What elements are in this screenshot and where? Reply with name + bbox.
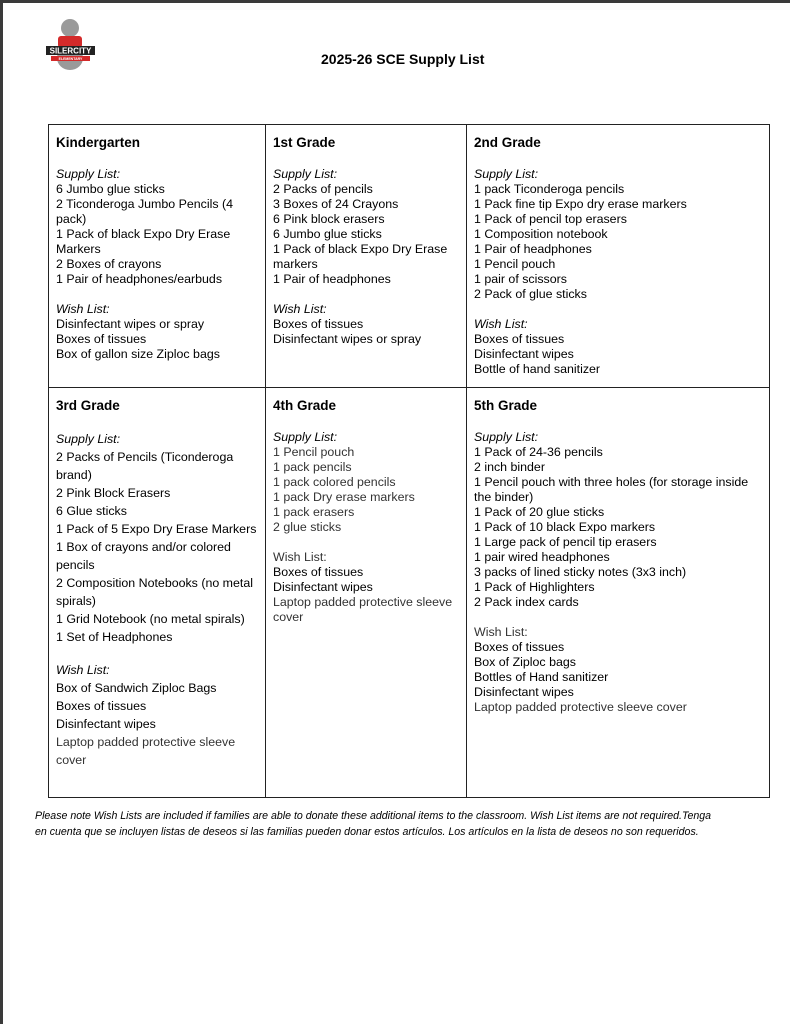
wish-list-label: Wish List: bbox=[56, 302, 110, 316]
supply-item: 2 Pack of glue sticks bbox=[474, 287, 587, 301]
wish-item: Boxes of tissues bbox=[474, 640, 565, 654]
supply-item: 1 Pair of headphones/earbuds bbox=[56, 272, 223, 286]
supply-item: 1 Large pack of pencil tip erasers bbox=[474, 535, 657, 549]
supply-item: 2 glue sticks bbox=[273, 520, 342, 534]
supply-item: 3 Boxes of 24 Crayons bbox=[273, 197, 399, 211]
supply-item: 2 Pack index cards bbox=[474, 595, 579, 609]
grade-title: 5th Grade bbox=[474, 398, 538, 413]
supply-item: 1 pair wired headphones bbox=[474, 550, 610, 564]
svg-text:SILERCITY: SILERCITY bbox=[49, 46, 92, 56]
supply-item: 1 Pack of black Expo Dry Erase markers bbox=[273, 242, 448, 271]
supply-item: 1 Pack of 10 black Expo markers bbox=[474, 520, 656, 534]
supply-item: 2 Packs of Pencils (Ticonderoga brand) bbox=[56, 450, 234, 482]
wish-item: Laptop padded protective sleeve cover bbox=[273, 595, 453, 624]
wish-item: Box of Sandwich Ziploc Bags bbox=[56, 681, 217, 695]
svg-text:ELEMENTARY: ELEMENTARY bbox=[58, 57, 83, 61]
wish-list-label: Wish List: bbox=[56, 663, 110, 677]
supply-list-label: Supply List: bbox=[56, 432, 121, 446]
supply-item: 2 Boxes of crayons bbox=[56, 257, 162, 271]
supply-table bbox=[48, 124, 770, 798]
grade-title: Kindergarten bbox=[56, 135, 141, 150]
supply-list-label: Supply List: bbox=[273, 430, 338, 444]
supply-item: 6 Jumbo glue sticks bbox=[273, 227, 382, 241]
supply-item: 6 Pink block erasers bbox=[273, 212, 385, 226]
wish-item: Laptop padded protective sleeve cover bbox=[474, 700, 687, 714]
grade-title: 2nd Grade bbox=[474, 135, 541, 150]
page-title: 2025-26 SCE Supply List bbox=[321, 51, 485, 67]
supply-item: 1 Box of crayons and/or colored pencils bbox=[56, 540, 231, 572]
wish-item: Disinfectant wipes bbox=[474, 347, 574, 361]
supply-list-label: Supply List: bbox=[56, 167, 121, 181]
wish-item: Boxes of tissues bbox=[56, 699, 147, 713]
wish-list-label: Wish List: bbox=[474, 625, 528, 639]
grade-title: 1st Grade bbox=[273, 135, 336, 150]
wish-item: Boxes of tissues bbox=[273, 565, 364, 579]
wish-item: Disinfectant wipes bbox=[273, 580, 373, 594]
grade-title: 3rd Grade bbox=[56, 398, 120, 413]
supply-item: 2 Pink Block Erasers bbox=[56, 486, 171, 500]
grade-title: 4th Grade bbox=[273, 398, 337, 413]
supply-item: 1 Pack of 20 glue sticks bbox=[474, 505, 605, 519]
supply-item: 1 Pack of 24-36 pencils bbox=[474, 445, 603, 459]
wish-list-label: Wish List: bbox=[273, 302, 327, 316]
supply-list-label: Supply List: bbox=[273, 167, 338, 181]
grade-cell bbox=[467, 388, 770, 798]
supply-item: 1 Pencil pouch with three holes (for storage inside the binder) bbox=[474, 475, 749, 504]
wish-item: Boxes of tissues bbox=[474, 332, 565, 346]
supply-item: 1 pair of scissors bbox=[474, 272, 567, 286]
supply-item: 1 Pack of Highlighters bbox=[474, 580, 595, 594]
supply-item: 1 Pack of black Expo Dry Erase Markers bbox=[56, 227, 231, 256]
wish-item: Bottles of Hand sanitizer bbox=[474, 670, 609, 684]
grade-cell bbox=[467, 125, 770, 388]
supply-item: 1 Pencil pouch bbox=[273, 445, 355, 459]
supply-item: 1 pack colored pencils bbox=[273, 475, 396, 489]
grade-cell bbox=[266, 388, 467, 798]
school-logo bbox=[43, 16, 98, 72]
supply-item: 1 Composition notebook bbox=[474, 227, 608, 241]
wish-item: Disinfectant wipes bbox=[56, 717, 156, 731]
wish-item: Box of gallon size Ziploc bags bbox=[56, 347, 220, 361]
supply-item: 1 Pair of headphones bbox=[273, 272, 391, 286]
supply-item: 1 Pack fine tip Expo dry erase markers bbox=[474, 197, 687, 211]
wish-item: Disinfectant wipes or spray bbox=[273, 332, 422, 346]
supply-item: 3 packs of lined sticky notes (3x3 inch) bbox=[474, 565, 687, 579]
supply-item: 2 Packs of pencils bbox=[273, 182, 373, 196]
grade-cell bbox=[266, 125, 467, 388]
supply-item: 1 Pair of headphones bbox=[474, 242, 592, 256]
wish-item: Laptop padded protective sleeve cover bbox=[56, 735, 236, 767]
wish-item: Disinfectant wipes or spray bbox=[56, 317, 205, 331]
supply-item: 1 Grid Notebook (no metal spirals) bbox=[56, 612, 245, 626]
supply-item: 6 Glue sticks bbox=[56, 504, 127, 518]
grade-cell bbox=[49, 125, 266, 388]
wish-item: Boxes of tissues bbox=[273, 317, 364, 331]
grade-cell bbox=[49, 388, 266, 798]
supply-item: 1 Pack of 5 Expo Dry Erase Markers bbox=[56, 522, 257, 536]
supply-item: 1 pack pencils bbox=[273, 460, 352, 474]
wish-item: Box of Ziploc bags bbox=[474, 655, 576, 669]
supply-item: 1 pack erasers bbox=[273, 505, 355, 519]
footer-note: Please note Wish Lists are included if families are able to donate these additional items to the classroom. Wish List items are not required.Tenga en cuenta que se incluyen listas de deseos si las familias pueden donar estos artículos. Los artículos en la lista de deseos no son requeridos. bbox=[35, 810, 712, 838]
wish-list-label: Wish List: bbox=[474, 317, 528, 331]
supply-list-label: Supply List: bbox=[474, 430, 539, 444]
supply-item: 2 Ticonderoga Jumbo Pencils (4 pack) bbox=[56, 197, 234, 226]
wish-item: Disinfectant wipes bbox=[474, 685, 574, 699]
supply-item: 2 inch binder bbox=[474, 460, 545, 474]
supply-item: 1 pack Ticonderoga pencils bbox=[474, 182, 625, 196]
supply-item: 1 Pencil pouch bbox=[474, 257, 556, 271]
supply-item: 2 Composition Notebooks (no metal spirals) bbox=[56, 576, 253, 608]
supply-item: 1 Set of Headphones bbox=[56, 630, 173, 644]
supply-list-label: Supply List: bbox=[474, 167, 539, 181]
supply-item: 1 pack Dry erase markers bbox=[273, 490, 415, 504]
wish-list-label: Wish List: bbox=[273, 550, 327, 564]
wish-item: Boxes of tissues bbox=[56, 332, 147, 346]
supply-item: 1 Pack of pencil top erasers bbox=[474, 212, 627, 226]
supply-item: 6 Jumbo glue sticks bbox=[56, 182, 165, 196]
wish-item: Bottle of hand sanitizer bbox=[474, 362, 601, 376]
